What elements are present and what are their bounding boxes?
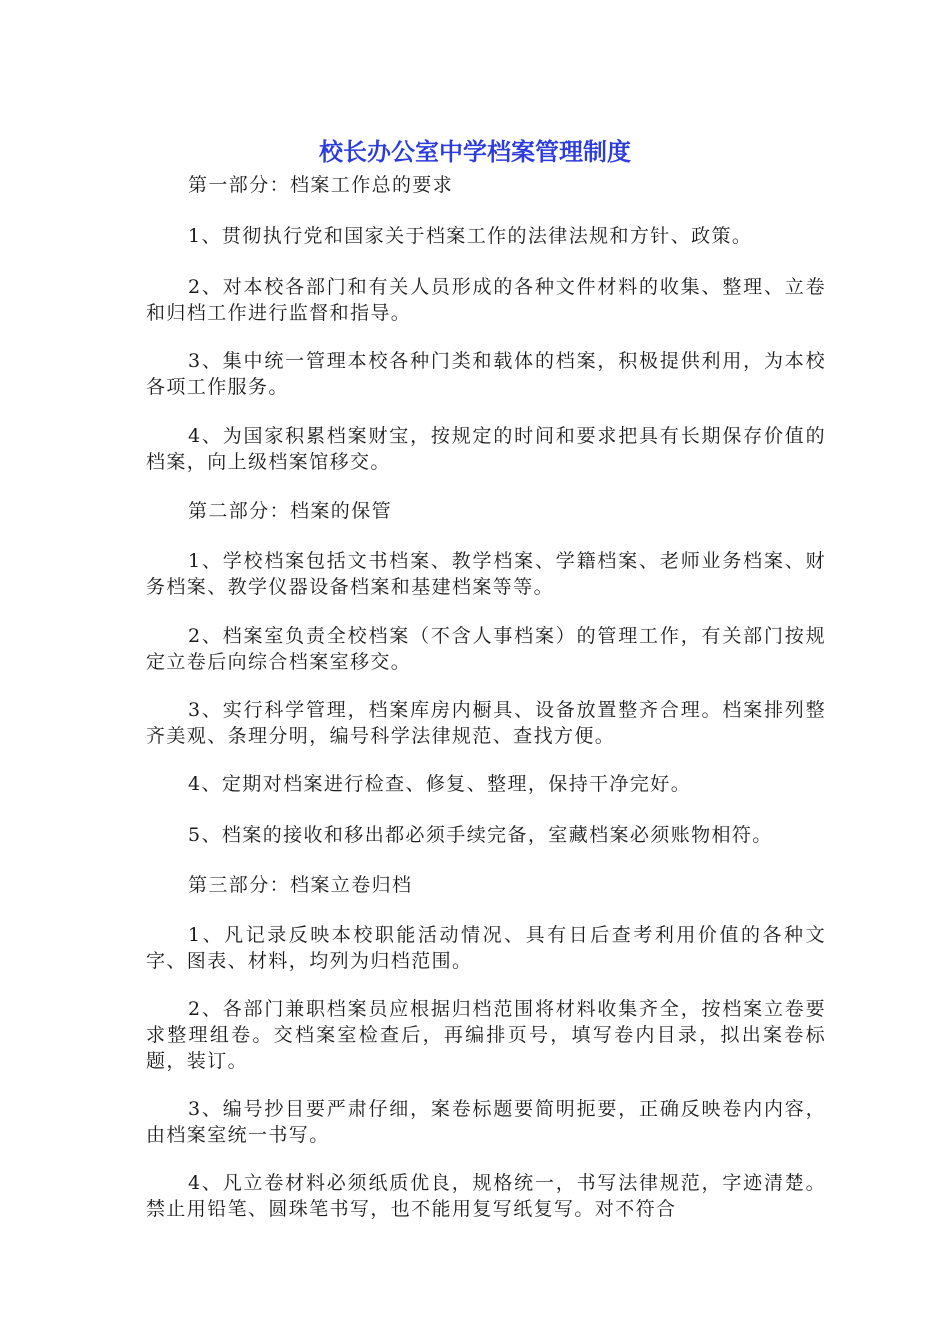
paragraph-2-2: 2、档案室负责全校档案（不含人事档案）的管理工作，有关部门按规定立卷后向综合档案室移交。 — [146, 625, 826, 673]
paragraph-2-1: 1、学校档案包括文书档案、教学档案、学籍档案、老师业务档案、财务档案、教学仪器设备档案和基建档案等等。 — [146, 550, 826, 598]
section-heading-3: 第三部分：档案立卷归档 — [188, 874, 413, 896]
paragraph-1-1: 1、贯彻执行党和国家关于档案工作的法律法规和方针、政策。 — [188, 225, 753, 247]
paragraph-3-2: 2、各部门兼职档案员应根据归档范围将材料收集齐全，按档案立卷要求整理组卷。交档案室检查后，再编排页号，填写卷内目录，拟出案卷标题，装订。 — [146, 998, 826, 1072]
paragraph-2-4: 4、定期对档案进行检查、修复、整理，保持干净完好。 — [188, 773, 692, 795]
paragraph-2-5: 5、档案的接收和移出都必须手续完备，室藏档案必须账物相符。 — [188, 824, 773, 846]
section-heading-1: 第一部分：档案工作总的要求 — [188, 174, 454, 196]
document-title: 校长办公室中学档案管理制度 — [319, 138, 631, 166]
paragraph-3-3: 3、编号抄目要严肃仔细，案卷标题要简明扼要，正确反映卷内内容，由档案室统一书写。 — [146, 1098, 826, 1146]
paragraph-3-4: 4、凡立卷材料必须纸质优良，规格统一，书写法律规范，字迹清楚。禁止用铅笔、圆珠笔书写，也不能用复写纸复写。对不符合 — [146, 1172, 826, 1220]
paragraph-3-1: 1、凡记录反映本校职能活动情况、具有日后查考利用价值的各种文字、图表、材料，均列为归档范围。 — [146, 924, 826, 972]
paragraph-2-3: 3、实行科学管理，档案库房内橱具、设备放置整齐合理。档案排列整齐美观、条理分明，编号科学法律规范、查找方便。 — [146, 699, 826, 747]
paragraph-1-3: 3、集中统一管理本校各种门类和载体的档案，积极提供利用，为本校各项工作服务。 — [146, 350, 826, 398]
section-heading-2: 第二部分：档案的保管 — [188, 500, 393, 522]
paragraph-1-4: 4、为国家积累档案财宝，按规定的时间和要求把具有长期保存价值的档案，向上级档案馆移交。 — [146, 425, 826, 473]
paragraph-1-2: 2、对本校各部门和有关人员形成的各种文件材料的收集、整理、立卷和归档工作进行监督和指导。 — [146, 276, 826, 324]
